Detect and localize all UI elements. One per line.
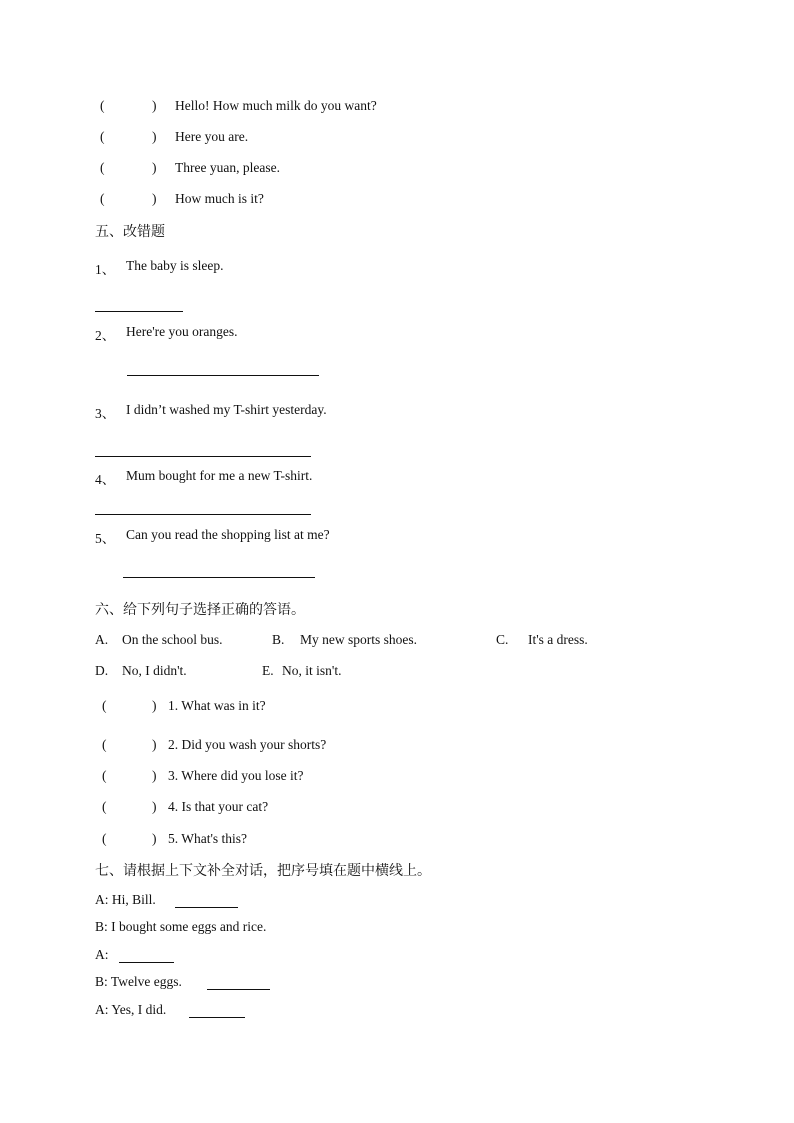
answer-blank[interactable] xyxy=(207,989,270,990)
item-text: Three yuan, please. xyxy=(175,160,280,175)
open-paren: ( xyxy=(102,799,107,814)
option-letter: B. xyxy=(272,632,285,647)
question-text: 2. Did you wash your shorts? xyxy=(168,737,327,752)
item-text: Hello! How much milk do you want? xyxy=(175,98,377,113)
close-paren: ) xyxy=(152,191,157,206)
item-number: 2、 xyxy=(95,328,116,343)
option-letter: A. xyxy=(95,632,109,647)
section5-heading: 五、改错题 xyxy=(95,224,165,240)
open-paren: ( xyxy=(102,698,107,713)
option-text: On the school bus. xyxy=(122,632,223,647)
open-paren: ( xyxy=(102,768,107,783)
close-paren: ) xyxy=(152,737,157,752)
answer-option xyxy=(496,632,588,648)
item-text: Here're you oranges. xyxy=(126,324,238,339)
section7-heading: 七、请根据上下文补全对话，把序号填在题中横线上。 xyxy=(95,863,431,879)
item-number: 3、 xyxy=(95,406,116,421)
question-text: 3. Where did you lose it? xyxy=(168,768,304,783)
section6-heading: 六、给下列句子选择正确的答语。 xyxy=(95,602,305,618)
open-paren: ( xyxy=(100,98,105,113)
correction-item xyxy=(95,324,238,344)
answer-blank[interactable] xyxy=(95,311,183,312)
answer-option xyxy=(262,663,342,679)
close-paren: ) xyxy=(152,768,157,783)
option-text: It's a dress. xyxy=(528,632,588,647)
item-text: I didn’t washed my T-shirt yesterday. xyxy=(126,402,327,417)
close-paren: ) xyxy=(152,98,157,113)
answer-option xyxy=(272,632,417,648)
answer-blank[interactable] xyxy=(95,456,311,457)
open-paren: ( xyxy=(100,160,105,175)
option-text: No, it isn't. xyxy=(282,663,342,678)
answer-blank[interactable] xyxy=(127,375,319,376)
dialogue-line: B: Twelve eggs. xyxy=(95,974,182,989)
open-paren: ( xyxy=(100,129,105,144)
correction-item xyxy=(95,527,330,547)
answer-blank[interactable] xyxy=(189,1017,245,1018)
correction-item xyxy=(95,402,327,422)
answer-option xyxy=(95,663,187,679)
open-paren: ( xyxy=(102,737,107,752)
question-text: 1. What was in it? xyxy=(168,698,266,713)
answer-blank[interactable] xyxy=(95,514,311,515)
answer-option xyxy=(95,632,223,648)
close-paren: ) xyxy=(152,698,157,713)
item-text: How much is it? xyxy=(175,191,264,206)
question-text: 4. Is that your cat? xyxy=(168,799,269,814)
dialogue-line: A: Hi, Bill. xyxy=(95,892,156,907)
close-paren: ) xyxy=(152,129,157,144)
answer-blank[interactable] xyxy=(123,577,315,578)
correction-item xyxy=(95,468,313,488)
answer-blank[interactable] xyxy=(119,962,174,963)
item-text: Mum bought for me a new T-shirt. xyxy=(126,468,313,483)
dialogue-line: A: xyxy=(95,947,109,962)
option-text: My new sports shoes. xyxy=(300,632,417,647)
item-text: The baby is sleep. xyxy=(126,258,224,273)
item-text: Can you read the shopping list at me? xyxy=(126,527,330,542)
option-letter: E. xyxy=(262,663,274,678)
item-text: Here you are. xyxy=(175,129,249,144)
option-text: No, I didn't. xyxy=(122,663,187,678)
dialogue-line: B: I bought some eggs and rice. xyxy=(95,919,267,934)
correction-item xyxy=(95,258,224,278)
close-paren: ) xyxy=(152,799,157,814)
answer-blank[interactable] xyxy=(175,907,238,908)
option-letter: C. xyxy=(496,632,509,647)
option-letter: D. xyxy=(95,663,109,678)
close-paren: ) xyxy=(152,160,157,175)
item-number: 4、 xyxy=(95,472,116,487)
item-number: 1、 xyxy=(95,262,116,277)
close-paren: ) xyxy=(152,831,157,846)
open-paren: ( xyxy=(102,831,107,846)
open-paren: ( xyxy=(100,191,105,206)
question-text: 5. What's this? xyxy=(168,831,248,846)
dialogue-line: A: Yes, I did. xyxy=(95,1002,167,1017)
item-number: 5、 xyxy=(95,531,116,546)
